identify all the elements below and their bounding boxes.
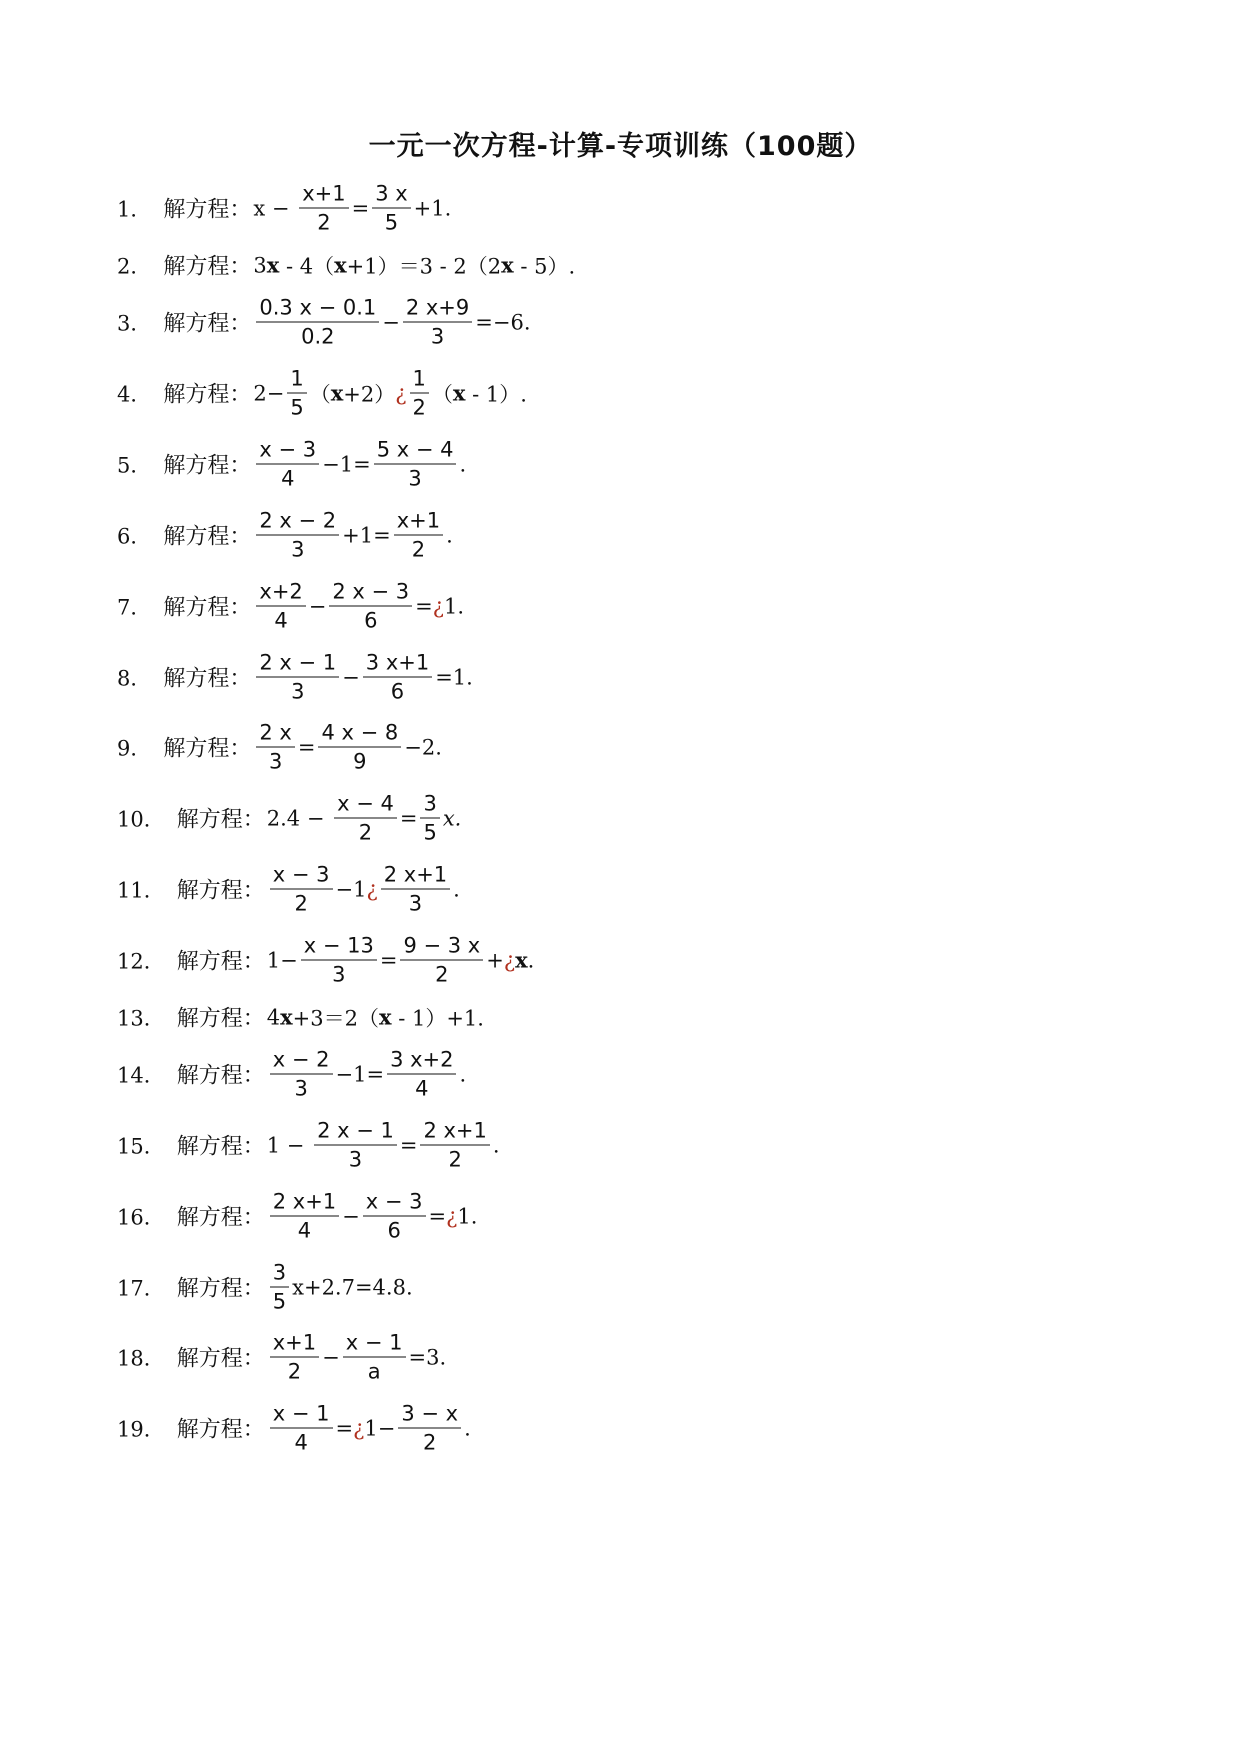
broken-symbol: ¿ — [353, 1416, 365, 1440]
problem-item — [117, 792, 461, 845]
fraction-denominator: 2 — [287, 1359, 302, 1384]
equation-text: x+2.7=4.8. — [292, 1275, 413, 1299]
fraction-denominator: a — [367, 1359, 381, 1384]
equation-text: . — [492, 1133, 500, 1157]
fraction-denominator: 2 — [448, 1147, 462, 1172]
equation-text: . — [464, 1416, 471, 1440]
equation-text: （ — [431, 382, 453, 406]
fraction — [387, 1048, 456, 1101]
equation — [267, 1190, 478, 1243]
fraction-denominator: 9 — [353, 749, 367, 774]
equation-text: 2− — [253, 381, 285, 405]
equation-text: +3＝2（ — [292, 1006, 379, 1030]
problem-label: 解方程： — [163, 311, 252, 337]
fraction — [363, 651, 432, 704]
problem-label: 解方程： — [176, 1276, 265, 1302]
fraction-denominator: 3 — [348, 1147, 363, 1172]
broken-symbol: ¿ — [446, 1204, 458, 1228]
problem-number: 14． — [117, 1063, 165, 1087]
equation-text: 1− — [266, 948, 298, 972]
problem-number: 4． — [117, 382, 152, 406]
problem-item — [117, 1002, 484, 1033]
fraction-numerator: 4 x − 8 — [318, 721, 401, 748]
equation — [267, 1002, 484, 1032]
fraction-denominator: 4 — [274, 608, 288, 633]
fraction-numerator: 2 x − 3 — [329, 580, 412, 607]
fraction — [398, 1402, 461, 1455]
equation-text: 2.4 − — [266, 806, 332, 830]
problem-item — [117, 934, 534, 987]
broken-symbol: ¿ — [432, 594, 445, 618]
equation — [253, 580, 464, 633]
problem-label: 解方程： — [163, 453, 252, 479]
fraction — [420, 792, 439, 845]
problem-item — [117, 721, 442, 774]
equation-text: . — [527, 948, 535, 972]
equation — [267, 1119, 500, 1172]
equation — [253, 182, 451, 235]
equation-text: +1）＝3 - 2（2 — [346, 254, 502, 278]
problem-item — [117, 1261, 413, 1314]
equation — [253, 509, 452, 562]
equation — [253, 250, 575, 280]
equation-text: + — [486, 948, 504, 972]
equation-text: = — [399, 1133, 418, 1157]
fraction-denominator: 4 — [281, 466, 295, 491]
equation-text: x — [378, 1004, 392, 1030]
fraction-denominator: 2 — [317, 210, 331, 235]
fraction-denominator: 3 — [408, 891, 423, 916]
equation-text: +2） — [343, 382, 396, 406]
problem-number: 17． — [117, 1276, 165, 1300]
problem-item — [117, 296, 531, 349]
fraction-numerator: 2 x — [256, 721, 294, 748]
fraction — [270, 1048, 333, 1101]
fraction-denominator: 3 — [291, 679, 305, 704]
equation-text: −2. — [404, 735, 442, 759]
fraction-denominator: 6 — [387, 1218, 401, 1243]
problem-item — [117, 367, 527, 420]
equation-text: = — [351, 196, 370, 220]
fraction-denominator: 4 — [415, 1076, 429, 1101]
problem-number: 7． — [117, 595, 152, 619]
fraction-numerator: x − 1 — [343, 1331, 406, 1358]
equation-text: x − — [253, 196, 297, 220]
fraction — [256, 651, 339, 704]
equation-text: = — [415, 594, 433, 618]
fraction-numerator: 2 x − 1 — [256, 651, 339, 678]
problem-item — [117, 1048, 466, 1101]
problem-label: 解方程： — [163, 197, 252, 223]
equation-text: − — [308, 594, 327, 618]
equation-text: 3 — [253, 253, 267, 277]
fraction-denominator: 4 — [294, 1430, 308, 1455]
equation-text: - 1）+1. — [391, 1006, 484, 1030]
problem-item — [117, 182, 451, 235]
problem-label: 解方程： — [163, 254, 252, 280]
equation — [253, 651, 472, 704]
problem-number: 15． — [117, 1134, 165, 1158]
fraction-denominator: 3 — [294, 1076, 308, 1101]
problem-label: 解方程： — [163, 736, 252, 762]
problem-item — [117, 438, 466, 491]
fraction-denominator: 2 — [423, 1430, 437, 1455]
problem-number: 12． — [117, 949, 165, 973]
equation-text: −1= — [322, 452, 371, 476]
fraction-denominator: 3 — [268, 749, 283, 774]
equation-text: . — [446, 523, 453, 547]
fraction — [256, 438, 319, 491]
equation-text: = — [297, 735, 316, 759]
equation-text: +1= — [342, 523, 391, 547]
fraction-numerator: x − 2 — [270, 1048, 333, 1075]
equation-text: x — [334, 252, 347, 278]
fraction — [256, 580, 305, 633]
problem-label: 解方程： — [163, 382, 252, 408]
fraction — [329, 580, 412, 633]
fraction — [343, 1331, 406, 1384]
problem-number: 18． — [117, 1346, 165, 1370]
fraction-numerator: 9 − 3 x — [400, 934, 483, 961]
equation-text: 1− — [364, 1416, 396, 1440]
fraction-numerator: 2 x+9 — [403, 296, 472, 323]
fraction — [299, 182, 348, 235]
fraction-denominator: 0.2 — [301, 324, 335, 349]
equation — [253, 721, 442, 774]
problem-number: 6． — [117, 524, 152, 548]
fraction-denominator: 2 — [294, 891, 308, 916]
fraction-denominator: 2 — [358, 820, 373, 845]
problem-label: 解方程： — [176, 949, 265, 975]
problem-label: 解方程： — [176, 807, 265, 833]
fraction-numerator: 3 — [270, 1261, 289, 1288]
fraction — [363, 1190, 426, 1243]
fraction-numerator: 3 x — [372, 182, 410, 209]
fraction-numerator: 3 — [420, 792, 439, 819]
page-title: 一元一次方程-计算-专项训练（100题） — [368, 131, 873, 162]
fraction-numerator: x − 13 — [301, 934, 377, 961]
fraction — [314, 1119, 397, 1172]
problem-item — [117, 250, 575, 281]
broken-symbol: ¿ — [366, 877, 378, 901]
fraction-numerator: x+1 — [270, 1331, 319, 1358]
fraction — [410, 367, 429, 420]
equation-text: = — [399, 806, 418, 830]
equation-text: - 1）. — [465, 382, 527, 406]
fraction-denominator: 6 — [364, 608, 378, 633]
fraction — [334, 792, 397, 845]
fraction-numerator: 5 x − 4 — [374, 438, 457, 465]
equation-text: 1. — [444, 594, 465, 618]
problem-item — [117, 509, 453, 562]
equation-text: x — [266, 252, 280, 278]
fraction — [374, 438, 457, 491]
fraction — [270, 1190, 339, 1243]
fraction-numerator: 1 — [287, 367, 306, 394]
equation-text: =3. — [408, 1345, 447, 1369]
equation-text: - 5）. — [513, 254, 576, 278]
problem-item — [117, 863, 460, 916]
fraction-numerator: 2 x − 2 — [256, 509, 339, 536]
problem-number: 2． — [117, 254, 152, 278]
problem-label: 解方程： — [163, 666, 252, 692]
equation-text: −1 — [335, 877, 367, 901]
problem-number: 13． — [117, 1006, 165, 1030]
fraction-numerator: 3 x+1 — [363, 651, 432, 678]
equation — [267, 1261, 413, 1314]
fraction-numerator: x+2 — [256, 580, 305, 607]
equation-text: =−6. — [475, 310, 531, 334]
equation-text: x. — [442, 806, 462, 830]
fraction-denominator: 6 — [390, 679, 405, 704]
fraction-numerator: x+1 — [394, 509, 443, 536]
fraction-denominator: 5 — [423, 820, 437, 845]
problem-label: 解方程： — [176, 1205, 265, 1231]
equation — [267, 1048, 466, 1101]
equation-text: − — [342, 665, 360, 689]
equation-text: +1. — [413, 196, 452, 220]
fraction — [403, 296, 472, 349]
fraction-numerator: x+1 — [299, 182, 348, 209]
problem-label: 解方程： — [176, 878, 265, 904]
equation-text: 1 − — [266, 1133, 312, 1157]
problem-number: 5． — [117, 453, 152, 477]
fraction — [381, 863, 450, 916]
fraction — [394, 509, 443, 562]
fraction-numerator: 1 — [410, 367, 429, 394]
fraction-numerator: 2 x+1 — [420, 1119, 489, 1146]
equation-text: x — [452, 380, 466, 406]
problem-item — [117, 1119, 500, 1172]
fraction-numerator: 2 x+1 — [381, 863, 450, 890]
equation-text: x — [330, 380, 344, 406]
problem-number: 19． — [117, 1417, 165, 1441]
problem-item — [117, 580, 464, 633]
equation-text: . — [453, 877, 460, 901]
equation-text: - 4（ — [279, 254, 335, 278]
equation-text: . — [459, 452, 467, 476]
fraction — [372, 182, 410, 235]
equation — [253, 438, 466, 491]
fraction — [270, 863, 333, 916]
equation-text: −1= — [335, 1062, 385, 1086]
fraction-numerator: 2 x − 1 — [314, 1119, 397, 1146]
fraction-numerator: 0.3 x − 0.1 — [256, 296, 379, 323]
equation — [253, 296, 530, 349]
fraction-denominator: 3 — [291, 537, 305, 562]
fraction-numerator: x − 3 — [363, 1190, 426, 1217]
fraction-denominator: 2 — [411, 537, 426, 562]
broken-symbol: ¿ — [503, 948, 516, 972]
equation — [267, 792, 462, 845]
equation — [267, 1331, 446, 1384]
problem-number: 3． — [117, 311, 152, 335]
fraction-denominator: 5 — [384, 210, 399, 235]
problem-label: 解方程： — [176, 1006, 265, 1032]
fraction — [301, 934, 377, 987]
problem-label: 解方程： — [176, 1063, 265, 1089]
fraction — [420, 1119, 489, 1172]
problem-label: 解方程： — [163, 524, 252, 550]
fraction-numerator: 2 x+1 — [270, 1190, 339, 1217]
fraction-denominator: 2 — [435, 962, 449, 987]
equation-text: = — [379, 948, 398, 972]
equation-text: − — [322, 1345, 340, 1369]
fraction — [270, 1331, 319, 1384]
fraction-numerator: x − 3 — [270, 863, 333, 890]
equation-text: x — [501, 252, 514, 278]
problem-item — [117, 1331, 446, 1384]
fraction-numerator: x − 4 — [334, 792, 397, 819]
fraction-denominator: 5 — [290, 395, 304, 420]
equation-text: x — [280, 1004, 293, 1030]
fraction-numerator: x − 3 — [256, 438, 319, 465]
equation — [267, 1402, 471, 1455]
problem-number: 9． — [117, 736, 152, 760]
broken-symbol: ¿ — [395, 381, 407, 405]
fraction — [256, 721, 294, 774]
equation-text: 4 — [266, 1005, 281, 1029]
fraction-denominator: 5 — [272, 1289, 287, 1314]
fraction — [318, 721, 401, 774]
problem-number: 16． — [117, 1205, 165, 1229]
fraction-denominator: 2 — [412, 395, 426, 420]
problem-number: 11． — [117, 878, 165, 902]
problem-label: 解方程： — [176, 1346, 265, 1372]
problem-label: 解方程： — [163, 595, 252, 621]
fraction-numerator: 3 − x — [398, 1402, 461, 1429]
equation-text: （ — [309, 382, 331, 406]
fraction — [287, 367, 306, 420]
fraction — [256, 296, 379, 349]
fraction — [270, 1402, 333, 1455]
equation-text: = — [335, 1416, 354, 1440]
equation-text: − — [342, 1204, 360, 1228]
fraction-denominator: 4 — [297, 1218, 312, 1243]
equation-text: x — [515, 947, 528, 973]
equation-text: − — [382, 310, 400, 334]
problem-item — [117, 651, 473, 704]
fraction-numerator: x − 1 — [270, 1402, 333, 1429]
fraction-numerator: 3 x+2 — [387, 1048, 456, 1075]
fraction — [270, 1261, 289, 1314]
fraction — [400, 934, 483, 987]
equation-text: 1. — [457, 1204, 478, 1228]
problem-label: 解方程： — [176, 1134, 265, 1160]
equation-text: = — [428, 1204, 447, 1228]
fraction-denominator: 3 — [332, 962, 346, 987]
equation — [267, 863, 460, 916]
problem-label: 解方程： — [176, 1417, 265, 1443]
fraction-denominator: 3 — [408, 466, 422, 491]
problem-item — [117, 1402, 471, 1455]
equation-text: =1. — [435, 665, 473, 689]
equation — [253, 367, 527, 420]
fraction — [256, 509, 339, 562]
equation — [267, 934, 535, 987]
equation-text: . — [459, 1062, 467, 1086]
problem-number: 1． — [117, 197, 152, 221]
problem-number: 10． — [117, 807, 165, 831]
problem-number: 8． — [117, 666, 152, 690]
problem-item — [117, 1190, 477, 1243]
fraction-denominator: 3 — [430, 324, 445, 349]
